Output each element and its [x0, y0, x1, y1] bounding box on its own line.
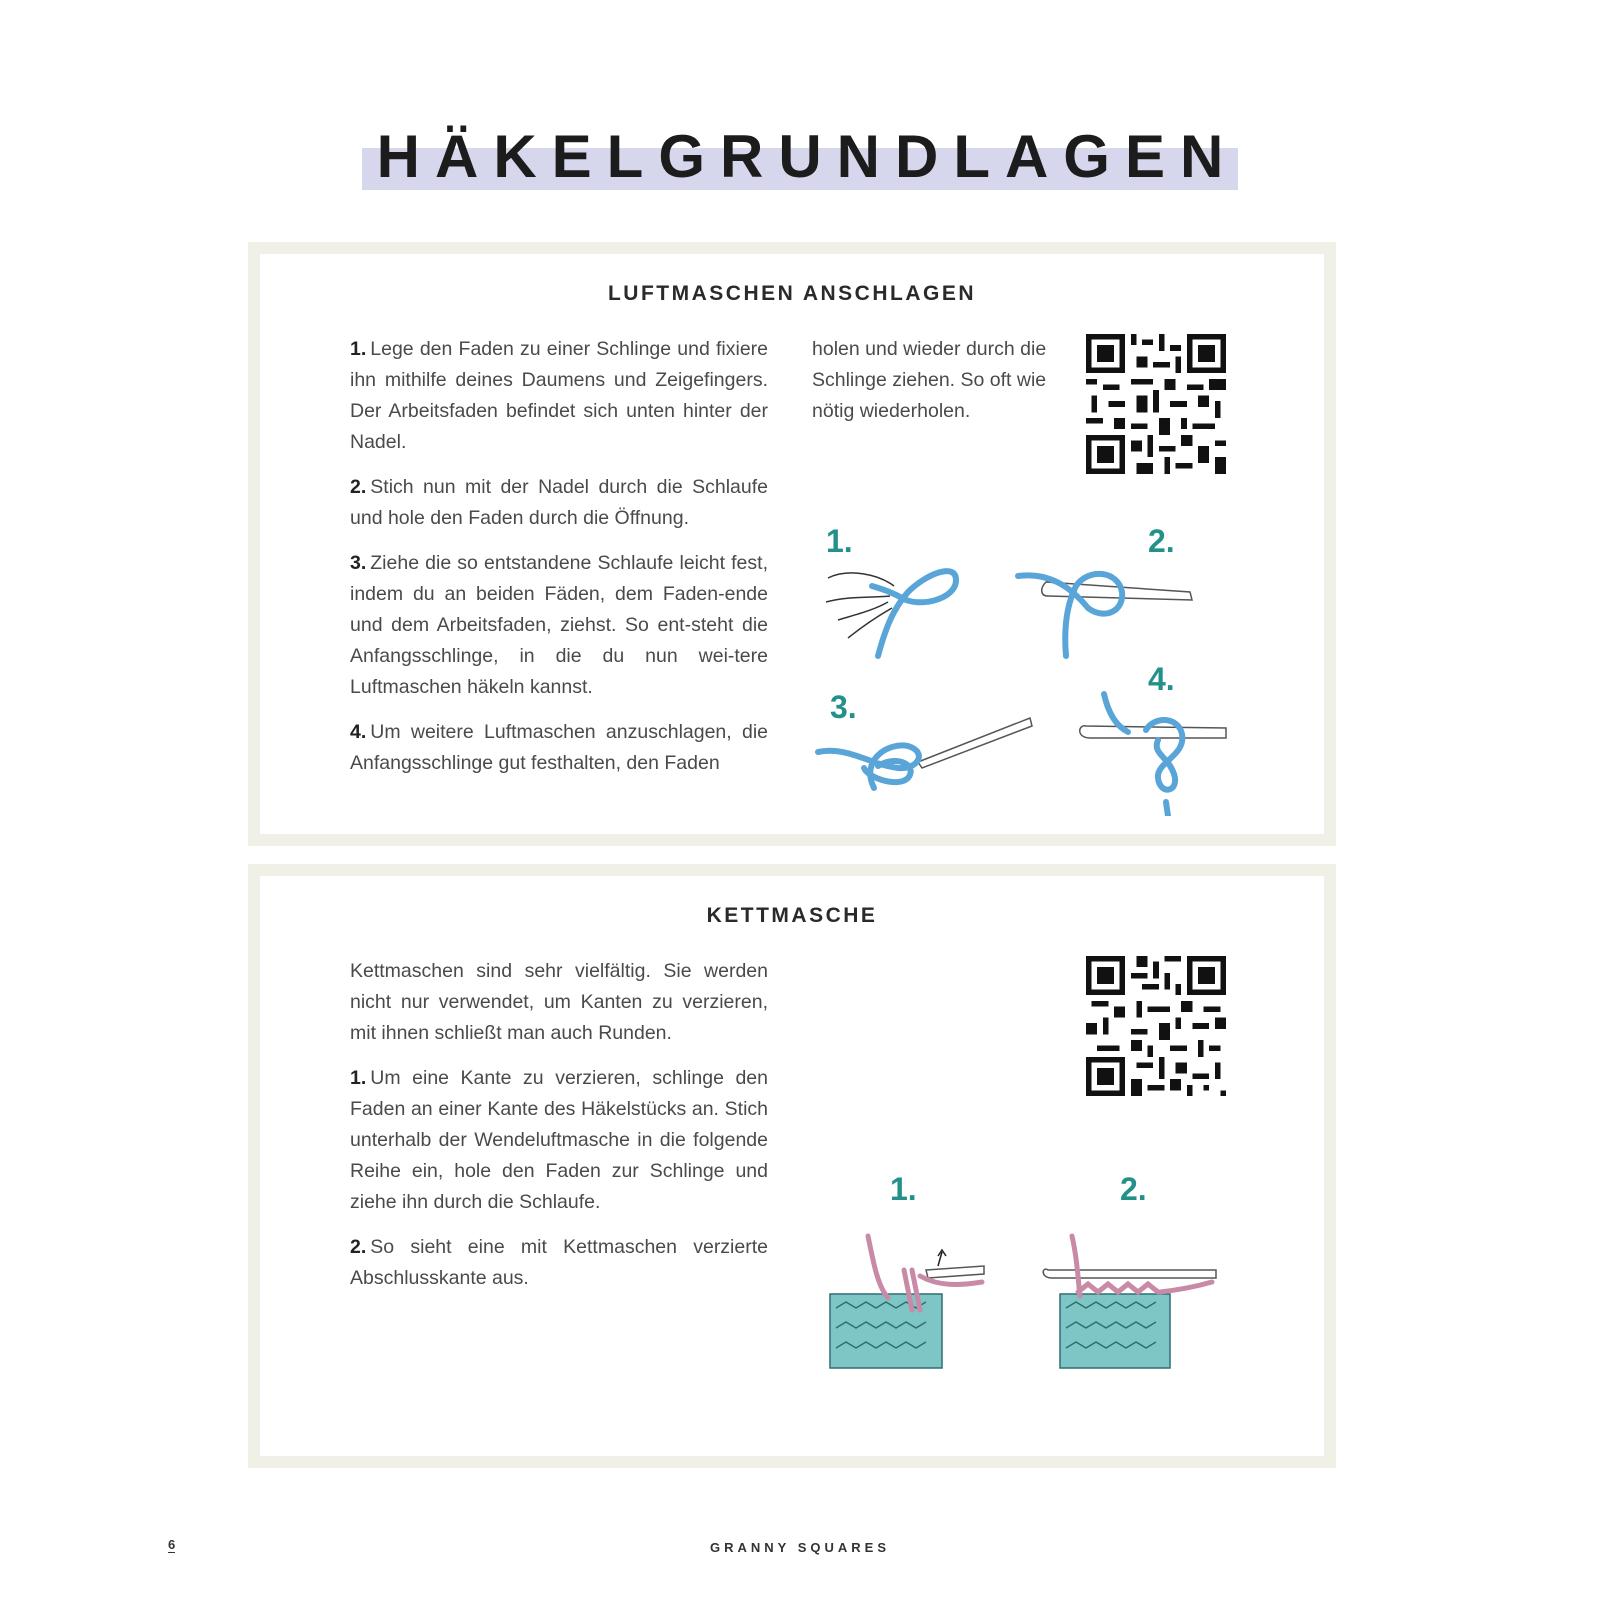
step-2: 2. Stich nun mit der Nadel durch die Schlaufe und hole den Faden durch die Öffnung. — [350, 476, 768, 529]
instructions-column — [350, 956, 768, 1308]
page-title: HÄKELGRUNDLAGEN — [362, 124, 1239, 190]
luftmaschen-illustration — [808, 516, 1228, 816]
hook-loop-icon — [1018, 574, 1192, 656]
page-header — [0, 124, 1600, 190]
step-4-continuation: holen und wieder durch die Schlinge ziehen. So oft wie nötig wiederholen. — [812, 338, 1047, 422]
illus-label-2: 2. — [1148, 523, 1175, 559]
slip-stitch-step1-icon — [830, 1236, 984, 1368]
book-title: GRANNY SQUARES — [709, 1540, 890, 1555]
section-title: KETTMASCHE — [706, 904, 878, 927]
instructions-right-column — [812, 334, 1070, 441]
qr-code-icon[interactable] — [1086, 956, 1226, 1096]
step-2: 2. So sieht eine mit Kettmaschen verzierte Abschlusskante aus. — [350, 1236, 768, 1289]
instructions-left-column — [350, 334, 768, 793]
step-4: 4. Um weitere Luftmaschen anzuschlagen, die Anfangsschlinge gut festhalten, den Faden — [350, 721, 768, 774]
card-luftmaschen — [248, 242, 1336, 846]
illus-label-1: 1. — [890, 1171, 917, 1207]
illus-label-1: 1. — [826, 523, 853, 559]
step-3: 3. Ziehe die so entstandene Schlaufe leicht fest, indem du an beiden Fäden, dem Faden-ende und dem Arbeitsfaden, ziehst. So ent-steht die Anfangsschlinge, in die du nun wei-tere Luftmaschen häkeln kannst. — [350, 552, 768, 698]
qr-code-icon[interactable] — [1086, 334, 1226, 474]
kettmasche-illustration — [808, 1166, 1228, 1386]
section-title: LUFTMASCHEN ANSCHLAGEN — [607, 282, 977, 305]
illus-label-3: 3. — [830, 689, 857, 725]
step-1: 1. Lege den Faden zu einer Schlinge und fixiere ihn mithilfe deines Daumens und Zeigefingers. Der Arbeitsfaden befindet sich unten hinter der Nadel. — [350, 338, 768, 453]
slip-stitch-step2-icon — [1043, 1236, 1216, 1368]
slip-knot-icon — [818, 718, 1032, 788]
card-kettmasche — [248, 864, 1336, 1468]
page-number: 6 — [168, 1537, 176, 1552]
illus-label-2: 2. — [1120, 1171, 1147, 1207]
intro-paragraph: Kettmaschen sind sehr vielfältig. Sie werden nicht nur verwendet, um Kanten zu verzieren, mit ihnen schließt man auch Runden. — [350, 960, 768, 1044]
illus-label-4: 4. — [1148, 661, 1175, 697]
hook-chain-icon — [1080, 694, 1226, 816]
hand-loop-icon — [826, 571, 956, 656]
step-1: 1. Um eine Kante zu verzieren, schlinge den Faden an einer Kante des Häkelstücks an. Stich unterhalb der Wendeluftmasche in die folgende Reihe ein, hole den Faden zur Schlinge und ziehe ihn durch die Schlaufe. — [350, 1067, 768, 1213]
